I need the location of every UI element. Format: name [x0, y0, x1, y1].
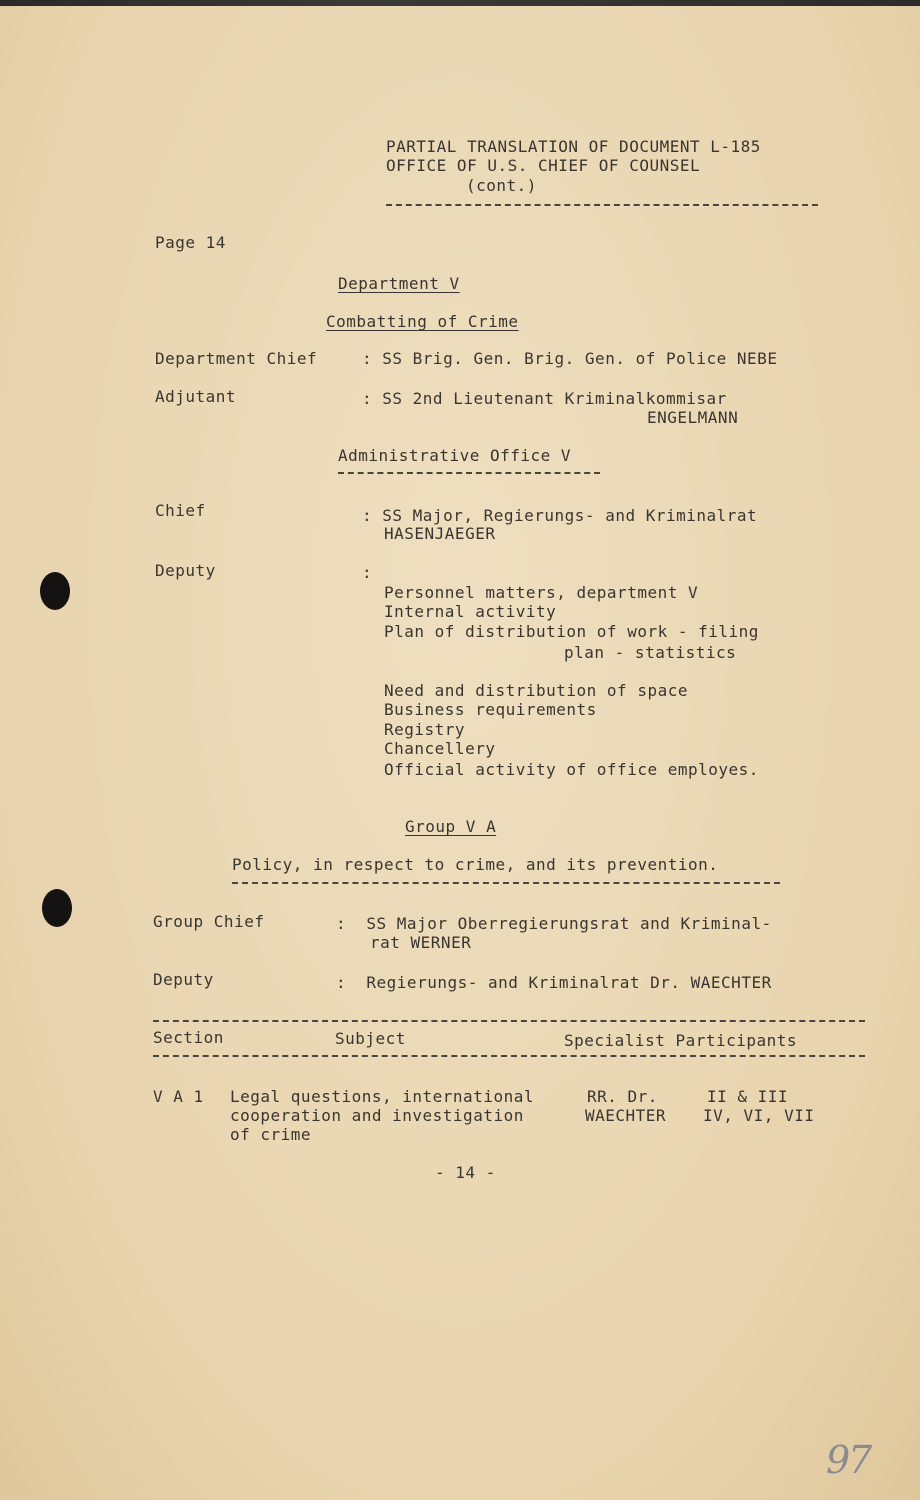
duty-item-continued: plan - statistics — [564, 643, 737, 662]
adjutant-value: : SS 2nd Lieutenant Kriminalkommisar — [362, 389, 727, 408]
duty-item: Personnel matters, department V — [384, 583, 699, 602]
department-title: Department V — [338, 274, 460, 293]
admin-office-title: Administrative Office V — [338, 446, 572, 465]
header-line-2: OFFICE OF U.S. CHIEF OF COUNSEL — [386, 156, 701, 175]
table-cell-participants: II & III — [707, 1087, 789, 1106]
group-title: Group V A — [405, 817, 497, 836]
punch-hole — [40, 572, 70, 610]
admin-chief-name: HASENJAEGER — [384, 524, 496, 543]
header-line-3: (cont.) — [466, 176, 537, 195]
department-chief-value: : SS Brig. Gen. Brig. Gen. of Police NEBE — [362, 349, 778, 368]
table-cell-section: V A 1 — [153, 1087, 204, 1106]
table-cell-subject: of crime — [230, 1125, 312, 1144]
duty-item: Chancellery — [384, 739, 496, 758]
adjutant-name: ENGELMANN — [647, 408, 739, 427]
header-line-1: PARTIAL TRANSLATION OF DOCUMENT L-185 — [386, 137, 761, 156]
table-header-subject: Subject — [335, 1029, 406, 1048]
group-subtitle: Policy, in respect to crime, and its prevention. — [232, 855, 719, 874]
group-chief-label: Group Chief — [153, 912, 265, 931]
table-cell-subject: cooperation and investigation — [230, 1106, 524, 1125]
scan-edge — [0, 0, 920, 6]
table-header-specialist: Specialist Participants — [564, 1031, 798, 1050]
table-header-rule — [153, 1055, 865, 1057]
table-cell-specialist: RR. Dr. — [587, 1087, 658, 1106]
header-divider — [386, 204, 818, 206]
duty-item: Need and distribution of space — [384, 681, 688, 700]
duty-item: Plan of distribution of work - filing — [384, 622, 759, 641]
duty-item: Official activity of office employes. — [384, 760, 759, 779]
department-chief-label: Department Chief — [155, 349, 318, 368]
group-deputy-label: Deputy — [153, 970, 214, 989]
admin-chief-label: Chief — [155, 501, 206, 520]
admin-deputy-colon: : — [362, 563, 373, 582]
group-deputy-value: : Regierungs- and Kriminalrat Dr. WAECHTER — [336, 973, 772, 992]
admin-deputy-label: Deputy — [155, 561, 216, 580]
department-subtitle: Combatting of Crime — [326, 312, 519, 331]
duty-item: Registry — [384, 720, 466, 739]
page-number: - 14 - — [435, 1163, 496, 1182]
page-label: Page 14 — [155, 233, 226, 252]
table-cell-subject: Legal questions, international — [230, 1087, 534, 1106]
group-chief-name: rat WERNER — [370, 933, 472, 952]
handwritten-page-number: 97 — [826, 1438, 871, 1482]
group-chief-value: : SS Major Oberregierungsrat and Kriminal- — [336, 914, 772, 933]
table-cell-specialist: WAECHTER — [585, 1106, 667, 1125]
admin-chief-value: : SS Major, Regierungs- and Kriminalrat — [362, 506, 758, 525]
duty-item: Internal activity — [384, 602, 557, 621]
admin-office-underline — [338, 472, 600, 474]
table-cell-participants: IV, VI, VII — [703, 1106, 815, 1125]
adjutant-label: Adjutant — [155, 387, 237, 406]
punch-hole — [42, 889, 72, 927]
table-header-section: Section — [153, 1028, 224, 1047]
duty-item: Business requirements — [384, 700, 597, 719]
group-subtitle-underline — [232, 882, 780, 884]
table-top-rule — [153, 1020, 865, 1022]
